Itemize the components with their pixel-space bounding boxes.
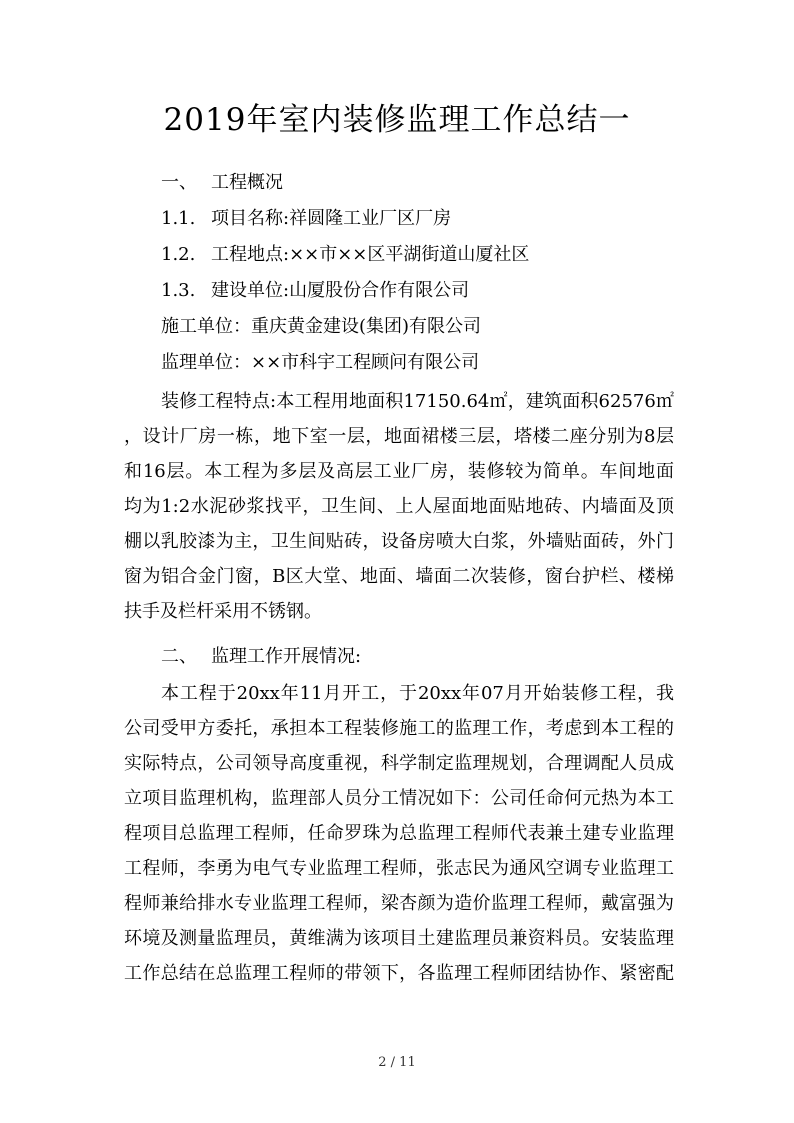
paragraph-line: 扶手及栏杆采用不锈钢。 — [124, 601, 322, 622]
item-text: 建设单位:山厦股份合作有限公司 — [211, 280, 470, 301]
item-number: 1.1. — [161, 208, 196, 229]
section-heading-overview — [124, 171, 283, 195]
section-title: 工程概况 — [211, 172, 283, 193]
paragraph-line: 和16层。本工程为多层及高层工业厂房，装修较为简单。车间地面 — [124, 461, 674, 482]
paragraph-line: 本工程于20xx年11月开工，于20xx年07月开始装修工程，我 — [161, 683, 674, 704]
page-number: 2 / 11 — [378, 1055, 416, 1070]
paragraph-line: 环境及测量监理员，黄维满为该项目土建监理员兼资料员。安装监理 — [124, 928, 674, 949]
page-title: 2019年室内装修监理工作总结一 — [163, 102, 631, 138]
construction-unit: 施工单位：重庆黄金建设(集团)有限公司 — [161, 316, 482, 337]
paragraph-line: 程师兼给排水专业监理工程师，梁杏颜为造价监理工程师，戴富强为 — [124, 893, 674, 914]
paragraph-line: 窗为铝合金门窗，B区大堂、地面、墙面二次装修，窗台护栏、楼梯 — [124, 566, 674, 587]
item-number: 1.3. — [161, 280, 196, 301]
section-number: 二、 — [161, 646, 197, 667]
paragraph-line: 棚以乳胶漆为主，卫生间贴砖，设备房喷大白浆，外墙贴面砖，外门 — [124, 531, 674, 552]
item-text: 工程地点:××市××区平湖街道山厦社区 — [211, 244, 530, 265]
paragraph-line: 实际特点，公司领导高度重视，科学制定监理规划，合理调配人员成 — [124, 753, 674, 774]
section-number: 一、 — [161, 172, 197, 193]
paragraph-line: 装修工程特点:本工程用地面积17150.64㎡，建筑面积62576㎡ — [161, 391, 674, 412]
paragraph-line: 工作总结在总监理工程师的带领下，各监理工程师团结协作、紧密配 — [124, 963, 674, 984]
section-heading-work — [124, 645, 361, 669]
paragraph-line: ，设计厂房一栋，地下室一层，地面裙楼三层，塔楼二座分别为8层 — [124, 426, 674, 447]
item-owner — [124, 279, 469, 303]
item-number: 1.2. — [161, 244, 196, 265]
item-project-location — [124, 243, 529, 267]
paragraph-line: 程项目总监理工程师，任命罗珠为总监理工程师代表兼土建专业监理 — [124, 823, 674, 844]
paragraph-line: 工程师，李勇为电气专业监理工程师，张志民为通风空调专业监理工 — [124, 858, 674, 879]
paragraph-line: 均为1:2水泥砂浆找平，卫生间、上人屋面地面贴地砖、内墙面及顶 — [124, 496, 674, 517]
paragraph-line: 公司受甲方委托，承担本工程装修施工的监理工作，考虑到本工程的 — [124, 718, 674, 739]
work-paragraph — [124, 676, 674, 991]
features-paragraph — [124, 384, 674, 629]
section-title: 监理工作开展情况: — [211, 646, 362, 667]
supervision-unit: 监理单位：××市科宇工程顾问有限公司 — [161, 352, 480, 373]
item-project-name — [124, 207, 451, 231]
item-text: 项目名称:祥圆隆工业厂区厂房 — [211, 208, 452, 229]
paragraph-line: 立项目监理机构，监理部人员分工情况如下：公司任命何元热为本工 — [124, 788, 674, 809]
